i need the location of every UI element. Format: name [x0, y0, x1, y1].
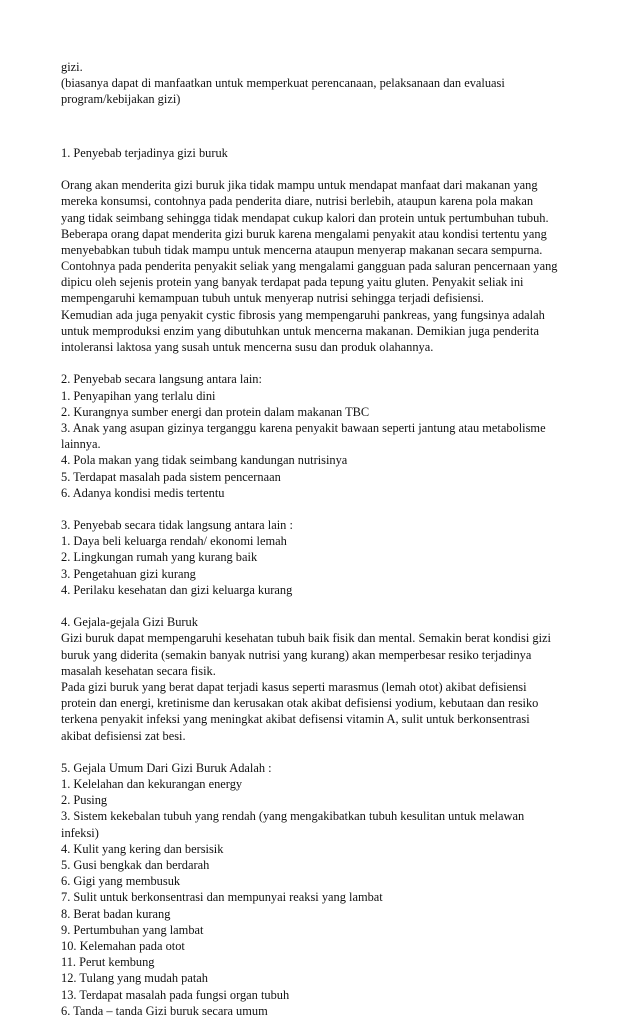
text-line: (biasanya dapat di manfaatkan untuk memperkuat perencanaan, pelaksanaan dan evaluasi — [61, 76, 505, 91]
text-line: yang tidak seimbang sehingga tidak mendapat cukup kalori dan protein untuk pertumbuhan tubuh. — [61, 210, 549, 225]
list-item: 8. Berat badan kurang — [61, 906, 171, 921]
list-item: 6. Adanya kondisi medis tertentu — [61, 485, 225, 500]
list-item: 13. Terdapat masalah pada fungsi organ tubuh — [61, 987, 290, 1002]
text-line: dipicu oleh sejenis protein yang banyak terdapat pada tepung yaitu gluten. Penyakit seliak ini — [61, 275, 524, 290]
text-line: mempengaruhi kemampuan tubuh untuk menyerap nutrisi sehingga terjadi defisiensi. — [61, 291, 484, 306]
list-item: 10. Kelemahan pada otot — [61, 938, 185, 953]
section-heading: 3. Penyebab secara tidak langsung antara lain : — [61, 518, 293, 533]
list-item: 1. Daya beli keluarga rendah/ ekonomi lemah — [61, 534, 287, 549]
list-item: 11. Perut kembung — [61, 955, 155, 970]
text-line: masalah kesehatan secara fisik. — [61, 663, 216, 678]
list-item: 12. Tulang yang mudah patah — [61, 971, 208, 986]
list-item: 1. Kelelahan dan kekurangan energy — [61, 777, 243, 792]
text-line: untuk memproduksi enzim yang dibutuhkan untuk mencerna makanan. Demikian juga penderita — [61, 323, 539, 338]
text-line: Pada gizi buruk yang berat dapat terjadi kasus seperti marasmus (lemah otot) akibat defisiensi — [61, 679, 527, 694]
text-line: Orang akan menderita gizi buruk jika tidak mampu untuk mendapat manfaat dari makanan yang — [61, 178, 538, 193]
paragraph-gap — [61, 355, 591, 371]
list-item: 2. Lingkungan rumah yang kurang baik — [61, 550, 258, 565]
paragraph-gap — [61, 598, 591, 614]
list-item: 3. Pengetahuan gizi kurang — [61, 566, 196, 581]
text-line: gizi. — [61, 60, 83, 74]
list-item: 9. Pertumbuhan yang lambat — [61, 922, 204, 937]
section-gejala — [61, 614, 591, 744]
text-line: Contohnya pada penderita penyakit seliak yang mengalami gangguan pada saluran pencernaan yang — [61, 259, 558, 274]
text-line: Kemudian ada juga penyakit cystic fibrosis yang mempengaruhi pankreas, yang fungsinya adalah — [61, 307, 545, 322]
list-item: 5. Terdapat masalah pada sistem pencernaan — [61, 469, 281, 484]
list-item: 5. Gusi bengkak dan berdarah — [61, 858, 210, 872]
section-heading: 4. Gejala-gejala Gizi Buruk — [61, 615, 198, 630]
intro-block — [61, 59, 591, 108]
list-item: 2. Kurangnya sumber energi dan protein dalam makanan TBC — [61, 404, 370, 419]
list-item: 6. Tanda – tanda Gizi buruk secara umum — [61, 1003, 268, 1018]
list-item: 4. Kulit yang kering dan bersisik — [61, 841, 224, 856]
section-penyebab-tidak-langsung — [61, 517, 591, 598]
section-heading: 5. Gejala Umum Dari Gizi Buruk Adalah : — [61, 760, 272, 775]
text-line: akibat defisiensi zat besi. — [61, 728, 186, 743]
list-item: 2. Pusing — [61, 793, 108, 808]
section-heading: 2. Penyebab secara langsung antara lain: — [61, 372, 262, 387]
text-line: Beberapa orang dapat menderita gizi buruk karena mengalami penyakit atau kondisi tertentu yang — [61, 226, 547, 241]
text-line: program/kebijakan gizi) — [61, 92, 181, 107]
list-item: 7. Sulit untuk berkonsentrasi dan mempunyai reaksi yang lambat — [61, 890, 383, 905]
list-item: 6. Gigi yang membusuk — [61, 874, 181, 889]
paragraph-gap — [61, 108, 591, 129]
paragraph-gap — [61, 129, 591, 145]
paragraph-gap — [61, 501, 591, 517]
text-line: buruk yang diderita (semakin banyak nutrisi yang kurang) akan memperbesar resiko terjadinya — [61, 647, 532, 662]
document-page — [61, 59, 591, 1019]
text-line: menyebabkan tubuh tidak mampu untuk mencerna ataupun menyerap makanan secara sempurna. — [61, 242, 543, 257]
section-penyebab-langsung — [61, 371, 591, 501]
text-line: mereka konsumsi, contohnya pada penderita diare, nutrisi berlebih, ataupun karena pola makan — [61, 194, 534, 209]
text-line: protein dan energi, kretinisme dan kerusakan otak akibat defisiensi yodium, kebutaan dan resiko — [61, 696, 539, 711]
list-item: 3. Anak yang asupan gizinya terganggu karena penyakit bawaan seperti jantung atau metabolisme — [61, 420, 546, 435]
paragraph-gap — [61, 161, 591, 177]
section-penyebab — [61, 145, 591, 355]
text-line: intoleransi laktosa yang susah untuk mencerna susu dan produk olahannya. — [61, 340, 434, 354]
paragraph-gap — [61, 744, 591, 760]
text-line: terkena penyakit infeksi yang meningkat akibat defisensi vitamin A, sulit untuk berkonsentrasi — [61, 712, 530, 727]
section-heading: 1. Penyebab terjadinya gizi buruk — [61, 145, 228, 160]
list-item: 1. Penyapihan yang terlalu dini — [61, 388, 216, 403]
text-line: Gizi buruk dapat mempengaruhi kesehatan tubuh baik fisik dan mental. Semakin berat kondisi gizi — [61, 631, 551, 646]
list-item: 3. Sistem kekebalan tubuh yang rendah (yang mengakibatkan tubuh kesulitan untuk melawan — [61, 809, 525, 824]
list-item: lainnya. — [61, 437, 101, 452]
section-gejala-umum — [61, 760, 591, 1019]
list-item: 4. Perilaku kesehatan dan gizi keluarga kurang — [61, 582, 293, 597]
list-item: infeksi) — [61, 825, 99, 840]
list-item: 4. Pola makan yang tidak seimbang kandungan nutrisinya — [61, 453, 348, 468]
